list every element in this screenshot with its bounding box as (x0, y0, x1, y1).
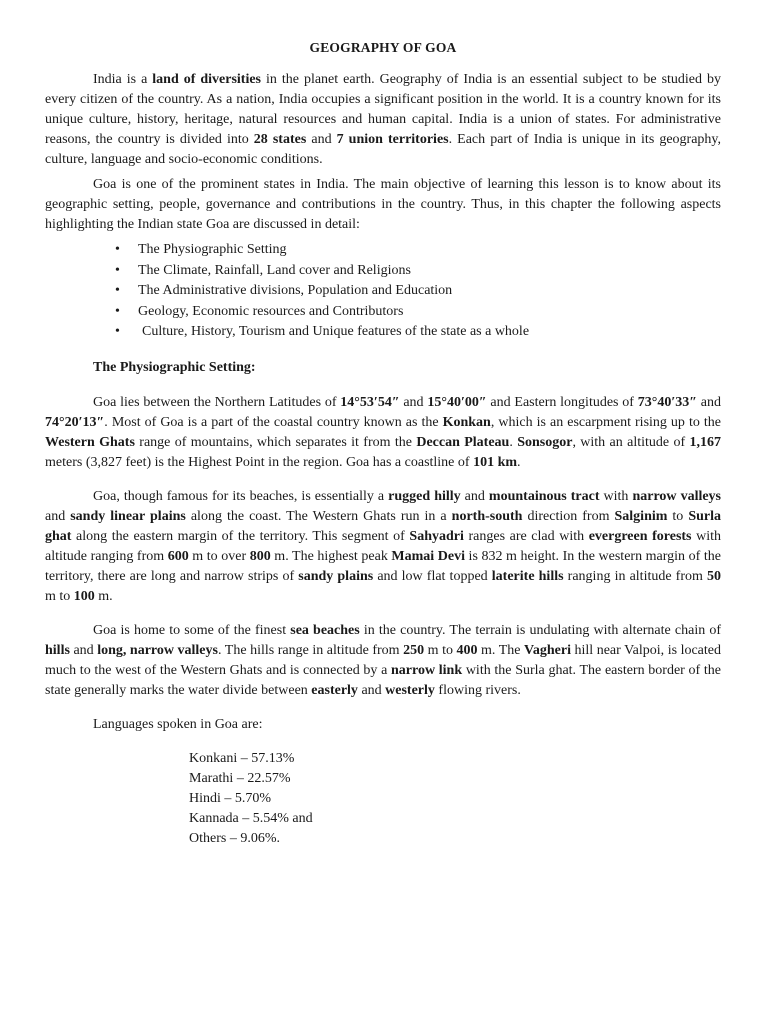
bold-term: 14°53′54″ (340, 394, 400, 410)
bold-term: westerly (385, 682, 435, 698)
text-run: m. (94, 588, 113, 604)
text-run: and (69, 642, 98, 658)
bold-term: laterite hills (491, 568, 564, 584)
beaches-paragraph (45, 621, 721, 701)
bold-term: hills (45, 642, 70, 658)
text-run: in the country. The terrain is undulating with alternate chain of (359, 622, 722, 638)
text-run: Goa is one of the prominent states in India. The main objective of learning this lesson is to know about its geographic setting, people, governance and contributions in the country. Thus, in this chapter the following aspects highlighting the Indian state Goa are discussed in detail: (45, 177, 721, 232)
bold-term: 100 (73, 588, 95, 604)
languages-list (45, 749, 721, 849)
bold-term: 50 (707, 568, 722, 584)
bold-term: Konkan (442, 414, 491, 430)
bold-term: land of diversities (152, 72, 262, 87)
bold-term: Mamai Devi (391, 548, 465, 564)
bullet-icon: • (115, 262, 120, 278)
text-run: along the coast. The Western Ghats run in a (185, 508, 452, 524)
bold-term: Salginim (614, 508, 668, 524)
text-run: and (45, 508, 71, 524)
language-item: Marathi – 22.57% (189, 770, 291, 786)
text-run: , which is an escarpment rising up to the (490, 414, 721, 430)
bold-term: 1,167 (689, 434, 721, 450)
text-run: with the Surla ghat. The eastern border of the state generally marks the water divide between (45, 662, 721, 698)
text-run: to (667, 508, 689, 524)
text-run: India is a (93, 72, 153, 87)
text-run: ranges are clad with (463, 528, 589, 544)
bullet-icon: • (115, 303, 120, 319)
list-item: • The Climate, Rainfall, Land cover and Religions (45, 261, 721, 282)
bold-term: 15°40′00″ (427, 394, 487, 410)
text-run: meters (3,827 feet) is the Highest Point in the region. Goa has a coastline of (45, 454, 474, 470)
physiographic-paragraph (45, 393, 721, 473)
text-run: m to over (188, 548, 250, 564)
bold-term: long, narrow valleys (97, 642, 218, 658)
list-item: • Culture, History, Tourism and Unique features of the state as a whole (45, 322, 721, 343)
bold-term: easterly (311, 682, 358, 698)
bold-term: 800 (249, 548, 271, 564)
bold-term: Western Ghats (45, 434, 135, 450)
language-item: Hindi – 5.70% (189, 790, 272, 806)
aspects-list (45, 240, 721, 343)
text-run: m to (45, 588, 74, 604)
bullet-icon: • (115, 242, 120, 257)
text-run: and low flat topped (373, 568, 492, 584)
text-run: m. The highest peak (270, 548, 392, 564)
section-heading: The Physiographic Setting: (93, 359, 256, 375)
text-run: along the eastern margin of the territory. This segment of (71, 528, 410, 544)
text-run: m to (424, 642, 457, 658)
terrain-paragraph (45, 487, 721, 607)
bold-term: rugged hilly (388, 488, 461, 504)
bold-term: mountainous tract (488, 488, 600, 504)
text-run: Goa is home to some of the finest (93, 622, 291, 638)
language-item: Konkani – 57.13% (189, 750, 295, 766)
bold-term: Sahyadri (409, 528, 464, 544)
text-run: . The hills range in altitude from (217, 642, 404, 658)
bold-term: sandy plains (298, 568, 374, 584)
text-run: ranging in altitude from (563, 568, 708, 584)
bold-term: 73°40′33″ (637, 394, 697, 410)
text-run: range of mountains, which separates it from the (134, 434, 417, 450)
text-run: with (599, 488, 633, 504)
text-run: flowing rivers. (434, 682, 521, 698)
bold-term: sandy linear plains (70, 508, 186, 524)
text-run: and (697, 394, 721, 410)
text-run: . (509, 434, 518, 450)
text-run: . Each part of India is unique in its geography, culture, language and socio-economic conditions. (45, 132, 722, 167)
bold-term: 28 states (253, 132, 307, 147)
bold-term: 600 (167, 548, 189, 564)
text-run: Goa lies between the Northern Latitudes of (93, 394, 341, 410)
bold-term: 101 km (473, 454, 518, 470)
bold-term: sea beaches (290, 622, 360, 638)
bold-term: Sonsogor (517, 434, 573, 450)
bold-term: Deccan Plateau (416, 434, 510, 450)
text-run: and Eastern longitudes of (486, 394, 638, 410)
list-item: • The Administrative divisions, Population and Education (45, 281, 721, 302)
text-run: and (399, 394, 428, 410)
bold-term: 250 (403, 642, 425, 658)
bold-term: Surla ghat (45, 508, 722, 544)
language-item: Others – 9.06%. (189, 830, 280, 846)
bold-term: narrow link (391, 662, 463, 678)
bullet-icon: • (115, 283, 120, 298)
text-run: with altitude ranging from (45, 528, 721, 564)
bold-term: evergreen forests (588, 528, 692, 544)
text-run: and (460, 488, 489, 504)
languages-intro: Languages spoken in Goa are: (93, 716, 263, 732)
bold-term: Vagheri (524, 642, 571, 658)
bold-term: north-south (451, 508, 523, 524)
bullet-icon: • (115, 324, 120, 339)
document-title: GEOGRAPHY OF GOA (309, 40, 457, 55)
bold-term: 74°20′13″ (45, 414, 105, 430)
text-run: direction from (522, 508, 615, 524)
bold-term: 7 union territories (336, 132, 449, 147)
language-item: Kannada – 5.54% and (189, 810, 313, 826)
text-run: hill near Valpoi, is located much to the west of the Western Ghats and is connected by a (45, 642, 721, 678)
bold-term: narrow valleys (632, 488, 722, 504)
text-run: is 832 m height. In the western margin of the territory, there are long and narrow strips of (45, 548, 721, 584)
bold-term: 400 (456, 642, 478, 658)
text-run: m. The (477, 642, 525, 658)
objective-paragraph (45, 175, 721, 235)
text-run: . Most of Goa is a part of the coastal country known as the (104, 414, 443, 430)
text-run: in the planet earth. Geography of India is an essential subject to be studied by every citizen of the country. As a nation, India occupies a significant position in the world. It is a country known for its unique culture, history, heritage, natural resources and human capital. India is a union of states. For administrative reasons, the country is divided into (45, 72, 721, 147)
text-run: , with an altitude of (572, 434, 690, 450)
text-run: and (357, 682, 386, 698)
list-item: • The Physiographic Setting (45, 240, 721, 261)
text-run: and (306, 132, 337, 147)
list-item: • Geology, Economic resources and Contributors (45, 302, 721, 323)
document-page (45, 38, 721, 849)
intro-paragraph (45, 70, 721, 170)
text-run: Goa, though famous for its beaches, is essentially a (93, 488, 389, 504)
text-run: . (517, 454, 521, 470)
